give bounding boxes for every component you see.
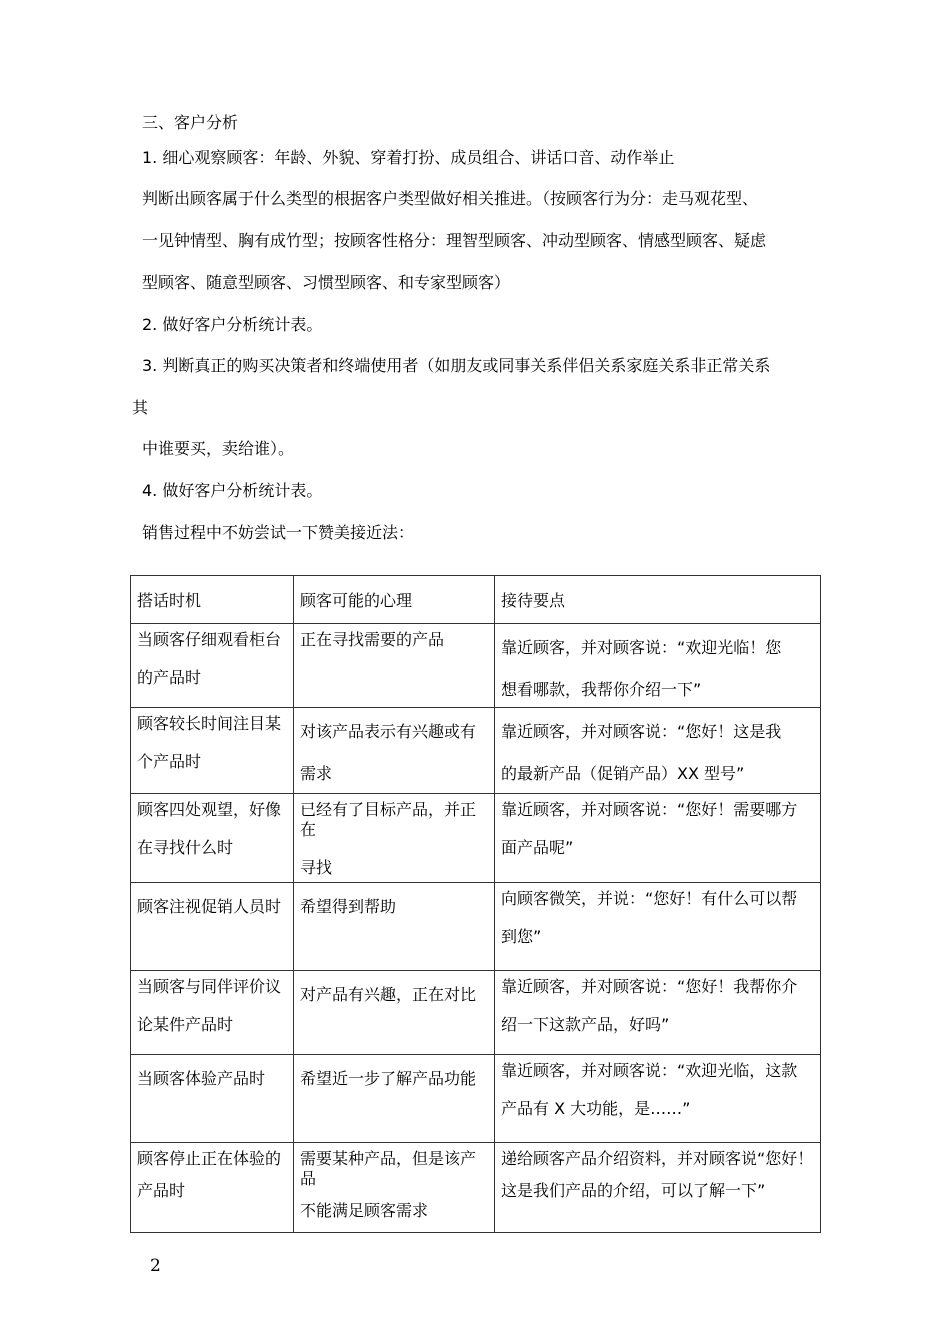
table-header-cell: 接待要点	[495, 576, 821, 624]
table-cell: 顾客注视促销人员时	[131, 883, 294, 971]
table-cell: 靠近顾客，并对顾客说：“您好！这是我 的最新产品（促销产品）XX 型号”	[495, 708, 821, 794]
table-cell: 靠近顾客，并对顾客说：“欢迎光临，这款 产品有 X 大功能，是……”	[495, 1055, 821, 1143]
paragraph-line: 3. 判断真正的购买决策者和终端使用者（如朋友或同事关系伴侣关系家庭关系非正常关系	[142, 356, 771, 375]
paragraph-line: 一见钟情型、胸有成竹型；按顾客性格分：理智型顾客、冲动型顾客、情感型顾客、疑虑	[142, 231, 767, 250]
table-cell: 已经有了目标产品，并正在 寻找	[294, 794, 495, 883]
page-number: 2	[150, 1256, 161, 1276]
paragraph-line: 2. 做好客户分析统计表。	[142, 315, 323, 334]
table-cell: 希望得到帮助	[294, 883, 495, 971]
paragraph-line: 销售过程中不妨尝试一下赞美接近法：	[142, 523, 415, 542]
table-cell: 当顾客与同伴评价议 论某件产品时	[131, 971, 294, 1055]
paragraph-line: 型顾客、随意型顾客、习惯型顾客、和专家型顾客）	[142, 273, 511, 292]
customer-approach-table	[130, 575, 821, 1233]
paragraph-line: 4. 做好客户分析统计表。	[142, 481, 323, 500]
table-cell: 当顾客体验产品时	[131, 1055, 294, 1143]
table-cell: 顾客停止正在体验的 产品时	[131, 1143, 294, 1233]
paragraph-line: 其	[132, 398, 149, 417]
table-cell: 向顾客微笑，并说：“您好！有什么可以帮 到您”	[495, 883, 821, 971]
table-cell: 正在寻找需要的产品	[294, 624, 495, 708]
table-row	[131, 971, 821, 1055]
table-cell: 对产品有兴趣，正在对比	[294, 971, 495, 1055]
table-row	[131, 624, 821, 708]
table-cell: 希望近一步了解产品功能	[294, 1055, 495, 1143]
table-row	[131, 708, 821, 794]
table-header-row	[131, 576, 821, 624]
table-cell: 顾客较长时间注目某 个产品时	[131, 708, 294, 794]
table-cell: 需要某种产品，但是该产品 不能满足顾客需求	[294, 1143, 495, 1233]
table-header-cell: 搭话时机	[131, 576, 294, 624]
table-cell: 递给顾客产品介绍资料，并对顾客说“您好！ 这是我们产品的介绍，可以了解一下”	[495, 1143, 821, 1233]
table-row	[131, 794, 821, 883]
table-cell: 对该产品表示有兴趣或有 需求	[294, 708, 495, 794]
paragraph-line: 中谁要买，卖给谁）。	[142, 439, 295, 458]
table-header-cell: 顾客可能的心理	[294, 576, 495, 624]
table-cell: 靠近顾客，并对顾客说：“欢迎光临！您 想看哪款，我帮你介绍一下”	[495, 624, 821, 708]
section-heading: 三、客户分析	[142, 113, 239, 132]
table-cell: 靠近顾客，并对顾客说：“您好！需要哪方 面产品呢”	[495, 794, 821, 883]
paragraph-line: 1. 细心观察顾客：年龄、外貌、穿着打扮、成员组合、讲话口音、动作举止	[142, 148, 675, 167]
table-cell: 顾客四处观望，好像 在寻找什么时	[131, 794, 294, 883]
table-row	[131, 1055, 821, 1143]
table-row	[131, 1143, 821, 1233]
table-cell: 靠近顾客，并对顾客说：“您好！我帮你介 绍一下这款产品，好吗”	[495, 971, 821, 1055]
paragraph-line: 判断出顾客属于什么类型的根据客户类型做好相关推进。（按顾客行为分：走马观花型、	[142, 189, 759, 208]
table-row	[131, 883, 821, 971]
table-cell: 当顾客仔细观看柜台 的产品时	[131, 624, 294, 708]
